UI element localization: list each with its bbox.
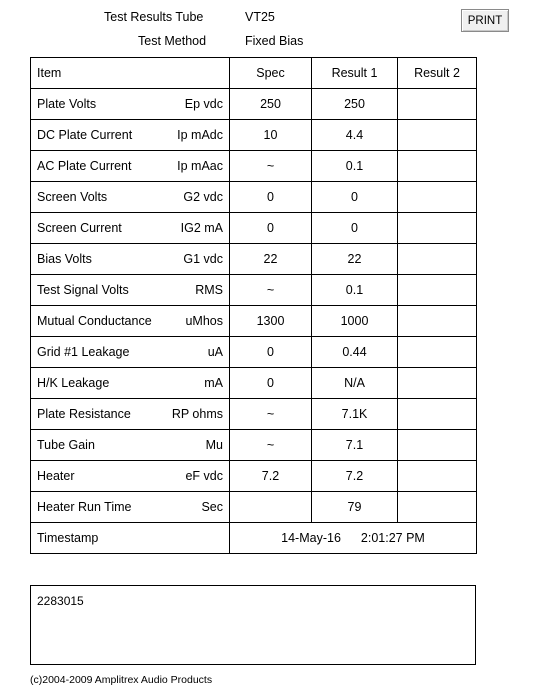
item-cell bbox=[31, 306, 230, 337]
item-name: Heater Run Time bbox=[37, 500, 132, 514]
result-2-cell bbox=[398, 213, 477, 244]
result-1-cell: 0 bbox=[312, 213, 398, 244]
result-1-cell: 0.1 bbox=[312, 275, 398, 306]
item-cell bbox=[31, 89, 230, 120]
table-row bbox=[31, 368, 477, 399]
result-2-cell bbox=[398, 368, 477, 399]
notes-box[interactable]: 2283015 bbox=[30, 585, 476, 665]
table-row bbox=[31, 89, 477, 120]
spec-cell: 0 bbox=[230, 337, 312, 368]
item-name: Tube Gain bbox=[37, 438, 95, 452]
item-cell bbox=[31, 120, 230, 151]
item-unit: eF vdc bbox=[185, 469, 223, 483]
item-unit: Sec bbox=[201, 500, 223, 514]
timestamp-label: Timestamp bbox=[31, 523, 230, 554]
table-row bbox=[31, 244, 477, 275]
column-header-result-1: Result 1 bbox=[312, 58, 398, 89]
result-1-cell: 0 bbox=[312, 182, 398, 213]
item-unit: mA bbox=[204, 376, 223, 390]
method-label: Test Method bbox=[138, 34, 207, 48]
result-2-cell bbox=[398, 306, 477, 337]
spec-cell: 250 bbox=[230, 89, 312, 120]
result-1-cell: 250 bbox=[312, 89, 398, 120]
item-name: Plate Volts bbox=[37, 97, 97, 111]
result-2-cell bbox=[398, 120, 477, 151]
table-row bbox=[31, 213, 477, 244]
result-2-cell bbox=[398, 430, 477, 461]
spec-cell bbox=[230, 492, 312, 523]
table-row bbox=[31, 275, 477, 306]
timestamp-value bbox=[230, 523, 477, 554]
table-row bbox=[31, 461, 477, 492]
table-row bbox=[31, 399, 477, 430]
spec-cell: ~ bbox=[230, 399, 312, 430]
item-cell bbox=[31, 492, 230, 523]
table-header-row bbox=[31, 58, 477, 89]
spec-cell: 0 bbox=[230, 182, 312, 213]
item-unit: G1 vdc bbox=[183, 252, 223, 266]
spec-cell: 10 bbox=[230, 120, 312, 151]
column-header-item: Item bbox=[31, 58, 230, 89]
item-cell bbox=[31, 213, 230, 244]
result-2-cell bbox=[398, 244, 477, 275]
copyright-footer: (c)2004-2009 Amplitrex Audio Products bbox=[30, 674, 213, 686]
item-unit: RP ohms bbox=[171, 407, 223, 421]
item-unit: uA bbox=[207, 345, 223, 359]
spec-cell: 7.2 bbox=[230, 461, 312, 492]
result-1-cell: 7.2 bbox=[312, 461, 398, 492]
table-row bbox=[31, 120, 477, 151]
item-cell bbox=[31, 151, 230, 182]
results-table bbox=[30, 57, 477, 554]
result-1-cell: 0.1 bbox=[312, 151, 398, 182]
timestamp-date: 14-May-16 bbox=[281, 531, 341, 545]
result-1-cell: 79 bbox=[312, 492, 398, 523]
item-unit: Mu bbox=[205, 438, 223, 452]
item-name: Grid #1 Leakage bbox=[37, 345, 130, 359]
item-name: Plate Resistance bbox=[37, 407, 131, 421]
print-button[interactable]: PRINT bbox=[461, 9, 509, 32]
result-1-cell: 4.4 bbox=[312, 120, 398, 151]
column-header-result-2: Result 2 bbox=[398, 58, 477, 89]
result-2-cell bbox=[398, 399, 477, 430]
item-cell bbox=[31, 275, 230, 306]
table-row bbox=[31, 151, 477, 182]
column-header-spec: Spec bbox=[230, 58, 312, 89]
result-1-cell: 1000 bbox=[312, 306, 398, 337]
spec-cell: ~ bbox=[230, 151, 312, 182]
item-unit: uMhos bbox=[185, 314, 223, 328]
spec-cell: 0 bbox=[230, 368, 312, 399]
table-row bbox=[31, 182, 477, 213]
result-2-cell bbox=[398, 337, 477, 368]
result-2-cell bbox=[398, 461, 477, 492]
item-name: H/K Leakage bbox=[37, 376, 110, 390]
table-row bbox=[31, 337, 477, 368]
table-row bbox=[31, 430, 477, 461]
item-cell bbox=[31, 399, 230, 430]
timestamp-time: 2:01:27 PM bbox=[360, 531, 425, 545]
tube-value: VT25 bbox=[245, 10, 275, 24]
item-cell bbox=[31, 244, 230, 275]
item-name: Screen Current bbox=[37, 221, 122, 235]
item-cell bbox=[31, 368, 230, 399]
result-1-cell: N/A bbox=[312, 368, 398, 399]
table-row bbox=[31, 306, 477, 337]
item-cell bbox=[31, 430, 230, 461]
result-2-cell bbox=[398, 89, 477, 120]
result-1-cell: 0.44 bbox=[312, 337, 398, 368]
result-2-cell bbox=[398, 151, 477, 182]
item-name: AC Plate Current bbox=[37, 159, 132, 173]
result-1-cell: 7.1 bbox=[312, 430, 398, 461]
item-name: Screen Volts bbox=[37, 190, 108, 204]
item-name: Mutual Conductance bbox=[37, 314, 152, 328]
result-1-cell: 22 bbox=[312, 244, 398, 275]
timestamp-row bbox=[31, 523, 477, 554]
item-cell bbox=[31, 182, 230, 213]
item-unit: Ep vdc bbox=[184, 97, 223, 111]
item-unit: Ip mAdc bbox=[177, 128, 223, 142]
item-unit: Ip mAac bbox=[177, 159, 223, 173]
item-name: DC Plate Current bbox=[37, 128, 133, 142]
item-name: Bias Volts bbox=[37, 252, 92, 266]
item-unit: RMS bbox=[195, 283, 223, 297]
item-name: Test Signal Volts bbox=[37, 283, 129, 297]
spec-cell: ~ bbox=[230, 275, 312, 306]
method-value: Fixed Bias bbox=[245, 34, 304, 48]
spec-cell: 0 bbox=[230, 213, 312, 244]
item-cell bbox=[31, 461, 230, 492]
item-unit: IG2 mA bbox=[180, 221, 223, 235]
item-cell bbox=[31, 337, 230, 368]
tube-label: Test Results Tube bbox=[104, 10, 204, 24]
spec-cell: ~ bbox=[230, 430, 312, 461]
result-2-cell bbox=[398, 182, 477, 213]
table-row bbox=[31, 492, 477, 523]
item-unit: G2 vdc bbox=[183, 190, 223, 204]
spec-cell: 1300 bbox=[230, 306, 312, 337]
result-1-cell: 7.1K bbox=[312, 399, 398, 430]
spec-cell: 22 bbox=[230, 244, 312, 275]
result-2-cell bbox=[398, 275, 477, 306]
result-2-cell bbox=[398, 492, 477, 523]
item-name: Heater bbox=[37, 469, 75, 483]
